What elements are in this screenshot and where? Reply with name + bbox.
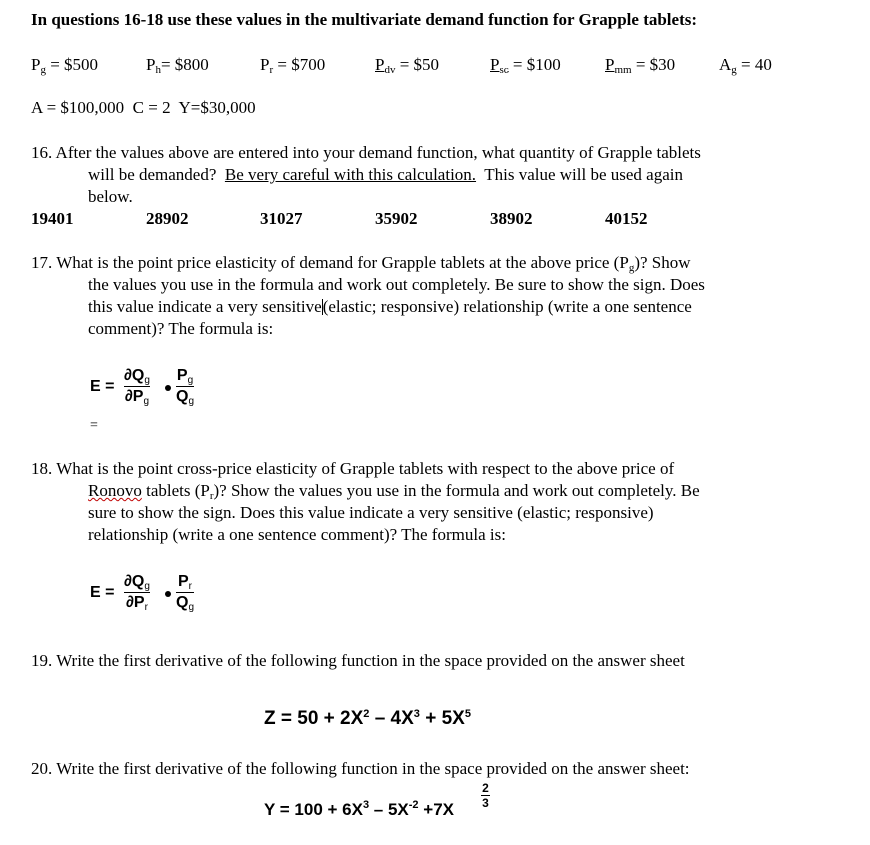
multiply-dot <box>165 385 171 391</box>
value-line-2: A = $100,000 C = 2 Y=$30,000 <box>31 98 256 117</box>
q18-formula-lhs: E = <box>90 584 115 601</box>
q17-line-3: this value indicate a very sensitive(elastic; responsive) relationship (write a one sentence <box>88 297 692 316</box>
intro-heading: In questions 16-18 use these values in the multivariate demand function for Grapple tablets: <box>31 10 698 29</box>
value-pg: $P_g$ = $500 <box>31 55 99 76</box>
q20-equation: $Y = 100 + 6X^3 - 5X^{-2} +7X$ <box>264 799 454 819</box>
q18-fraction-ratio: Pr Qg <box>176 573 195 613</box>
value-pmm: $P_{mm}$ = $30 <box>605 55 676 76</box>
q16-choice: 28902 <box>146 209 189 228</box>
value-pr: $P_r$ = $700 <box>260 55 326 76</box>
q20-exponent-fraction: 2 3 <box>482 781 489 810</box>
q17-fraction-partial: ∂Qg ∂Pg <box>124 367 150 407</box>
q16-choice: 31027 <box>260 209 303 228</box>
q16-choice: 35902 <box>375 209 418 228</box>
q17-fraction-ratio: Pg Qg <box>176 367 195 407</box>
multiply-dot <box>165 591 171 597</box>
q19-text: 19. Write the first derivative of the following function in the space provided on the answer sheet <box>31 651 685 670</box>
q17-line-1: 17. What is the point price elasticity of demand for Grapple tablets at the above price $(P_g)$? Show <box>31 253 691 274</box>
q18-line-2: Ronovo tablets $(P_r)$? Show the values you use in the formula and work out completely. Be <box>88 481 700 502</box>
q16-choice: 40152 <box>605 209 648 228</box>
value-pdv: $P_{dv}$ = $50 <box>375 55 440 76</box>
value-psc: $P_{sc}$ = $100 <box>490 55 561 76</box>
value-ph: $P_h=$ $800 <box>146 55 209 76</box>
q17-line-2: the values you use in the formula and work out completely. Be sure to show the sign. Does <box>88 275 705 294</box>
q17-answer-equals: = <box>90 418 98 433</box>
q16-line-1: 16. After the values above are entered into your demand function, what quantity of Grapple tablets <box>31 143 701 162</box>
q18-line-3: sure to show the sign. Does this value indicate a very sensitive (elastic; responsive) <box>88 503 654 522</box>
q17-line-4: comment)? The formula is: <box>88 319 274 338</box>
value-ag: $A_g = 40$ <box>719 55 772 76</box>
q18-fraction-partial: ∂Qg ∂Pr <box>124 573 150 613</box>
q16-line-2: will be demanded? Be very careful with this calculation. This value will be used again <box>88 165 683 184</box>
q17-formula-lhs: E = <box>90 378 115 395</box>
q19-equation: $Z = 50 + 2X^2 - 4X^3 + 5X^5$ <box>264 708 471 729</box>
q16-line-3: below. <box>88 187 133 206</box>
q18-line-4: relationship (write a one sentence comment)? The formula is: <box>88 525 506 544</box>
q20-text: 20. Write the first derivative of the following function in the space provided on the answer sheet: <box>31 759 690 778</box>
q16-choice: 38902 <box>490 209 533 228</box>
q16-choice: 19401 <box>31 209 74 228</box>
q18-line-1: 18. What is the point cross-price elasticity of Grapple tablets with respect to the above price of <box>31 459 675 478</box>
